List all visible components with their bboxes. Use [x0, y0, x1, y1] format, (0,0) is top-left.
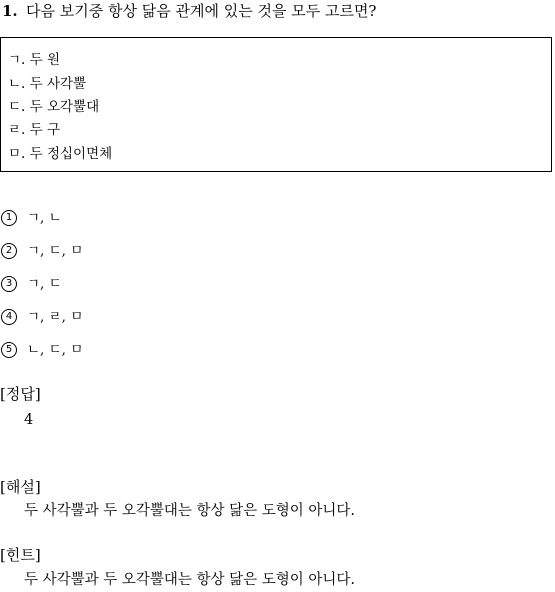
box-item: ㅁ. 두 정십이면체 — [8, 146, 113, 162]
choice-4[interactable] — [1, 309, 83, 326]
box-item: ㄱ. 두 원 — [8, 52, 60, 68]
choice-text: ㄱ, ㄴ — [27, 210, 62, 226]
choice-number-circle: 3 — [1, 276, 17, 292]
example-box — [0, 37, 552, 172]
hint-label: [힌트] — [0, 546, 41, 564]
choice-3[interactable] — [1, 276, 62, 293]
choice-number-circle: 5 — [1, 342, 17, 358]
answer-label: [정답] — [0, 385, 41, 403]
choice-number-circle: 4 — [1, 309, 17, 325]
box-item: ㄹ. 두 구 — [8, 122, 60, 138]
choice-text: ㄱ, ㄷ, ㅁ — [27, 243, 84, 259]
box-item: ㄴ. 두 사각뿔 — [8, 76, 87, 92]
explanation-label: [해설] — [0, 478, 41, 496]
question-number: 1. — [2, 2, 18, 20]
choice-text: ㄱ, ㄹ, ㅁ — [27, 309, 84, 325]
answer-value: 4 — [24, 412, 34, 428]
choice-2[interactable] — [1, 243, 83, 260]
choice-number-circle: 1 — [1, 210, 17, 226]
explanation-text: 두 사각뿔과 두 오각뿔대는 항상 닮은 도형이 아니다. — [24, 503, 356, 519]
choice-1[interactable] — [1, 210, 62, 227]
question-text: 다음 보기중 항상 닮음 관계에 있는 것을 모두 고르면? — [26, 2, 377, 20]
box-item: ㄷ. 두 오각뿔대 — [8, 99, 100, 115]
choice-text: ㄱ, ㄷ — [27, 276, 62, 292]
hint-text: 두 사각뿔과 두 오각뿔대는 항상 닮은 도형이 아니다. — [24, 572, 356, 588]
choice-number-circle: 2 — [1, 243, 17, 259]
choice-5[interactable] — [1, 342, 83, 359]
choice-text: ㄴ, ㄷ, ㅁ — [27, 342, 84, 358]
